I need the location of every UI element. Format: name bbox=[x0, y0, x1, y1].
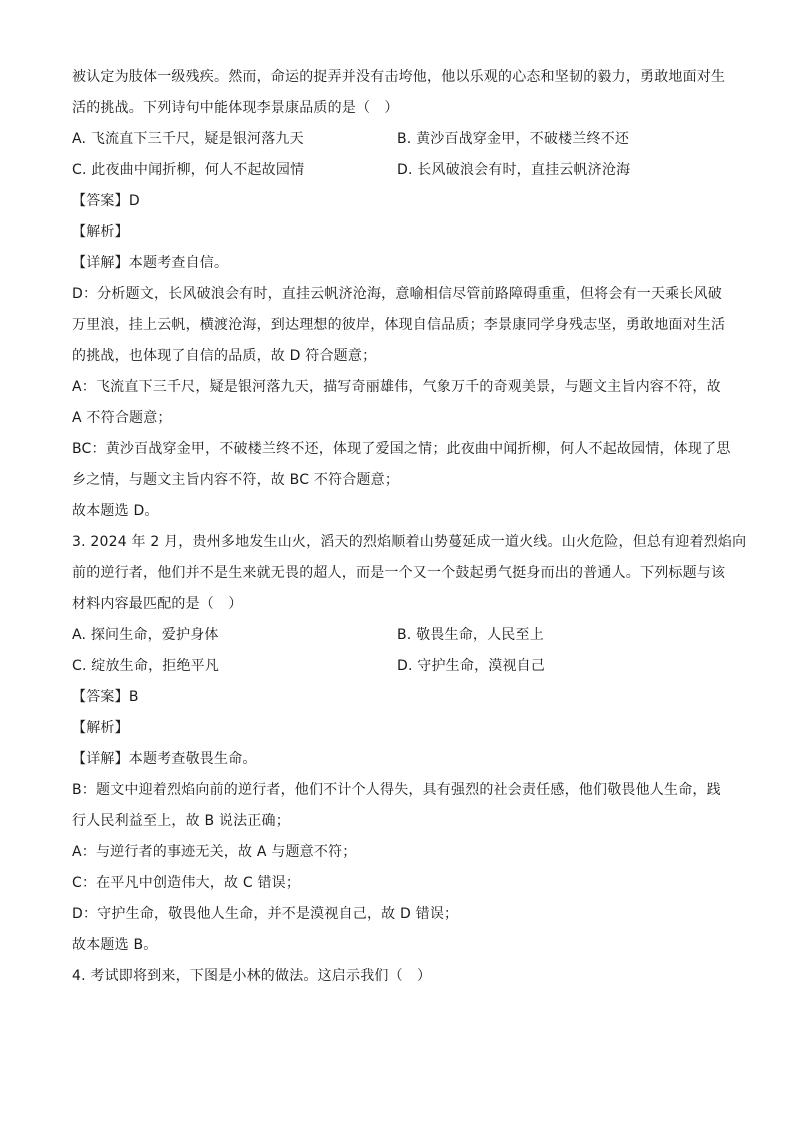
q3-answer-label: 【答案】 bbox=[72, 689, 129, 705]
q3-detail-line-2: B：题文中迎着烈焰向前的逆行者，他们不计个人得失，具有强烈的社会责任感，他们敬畏他人生命，践 bbox=[72, 782, 721, 798]
q3-option-a: A. 探问生命，爱护身体 bbox=[72, 627, 219, 643]
document-page bbox=[72, 62, 747, 992]
q3-stem-line-2: 前的逆行者，他们并不是生来就无畏的超人，而是一个又一个鼓起勇气挺身而出的普通人。下列标题与该 bbox=[72, 565, 726, 581]
q3-stem-line-1: 3. 2024 年 2 月，贵州多地发生山火，滔天的烈焰顺着山势蔓延成一道火线。山火危险，但总有迎着烈焰向 bbox=[72, 534, 747, 550]
q2-answer-label: 【答案】 bbox=[72, 193, 129, 209]
q2-options-row-2 bbox=[72, 155, 722, 186]
q3-detail-line-4: A：与逆行者的事迹无关，故 A 与题意不符； bbox=[72, 844, 357, 860]
q2-detail-line-1: 【详解】本题考查自信。 bbox=[72, 255, 229, 271]
q3-stem-line-3: 材料内容最匹配的是（ ） bbox=[72, 596, 243, 612]
q2-detail-line-7: BC：黄沙百战穿金甲，不破楼兰终不还，体现了爱国之情；此夜曲中闻折柳，何人不起故园情，体现了思 bbox=[72, 441, 731, 457]
q2-detail-line-5: A：飞流直下三千尺，疑是银河落九天，描写奇丽雄伟，气象万千的奇观美景，与题文主旨内容不符，故 bbox=[72, 379, 721, 395]
q3-option-b: B. 敬畏生命，人民至上 bbox=[397, 627, 544, 643]
q2-detail-line-3: 万里浪，挂上云帆，横渡沧海，到达理想的彼岸，体现自信品质；李景康同学身残志坚，勇敢地面对生活 bbox=[72, 317, 726, 333]
q2-option-c: C. 此夜曲中闻折柳，何人不起故园情 bbox=[72, 162, 305, 178]
q2-answer bbox=[72, 186, 722, 217]
q3-detail-line-5: C：在平凡中创造伟大，故 C 错误； bbox=[72, 875, 301, 891]
q2-option-d: D. 长风破浪会有时，直挂云帆济沧海 bbox=[397, 162, 631, 178]
q2-detail-line-8: 乡之情，与题文主旨内容不符，故 BC 不符合题意； bbox=[72, 472, 400, 488]
q2-stem-line-1: 被认定为肢体一级残疾。然而，命运的捉弄并没有击垮他，他以乐观的心态和坚韧的毅力，勇敢地面对生 bbox=[72, 69, 726, 85]
q3-detail-line-6: D：守护生命，敬畏他人生命，并不是漠视自己，故 D 错误； bbox=[72, 906, 459, 922]
q3-detail-line-7: 故本题选 B。 bbox=[72, 937, 158, 953]
q2-option-a: A. 飞流直下三千尺，疑是银河落九天 bbox=[72, 131, 304, 147]
q2-options-row-1 bbox=[72, 124, 722, 155]
q2-option-b: B. 黄沙百战穿金甲，不破楼兰终不还 bbox=[397, 131, 630, 147]
q4-stem-line-1: 4. 考试即将到来，下图是小林的做法。这启示我们（ ） bbox=[72, 968, 432, 984]
q2-detail-line-9: 故本题选 D。 bbox=[72, 503, 159, 519]
q3-detail-line-3: 行人民利益至上，故 B 说法正确； bbox=[72, 813, 290, 829]
q3-option-d: D. 守护生命，漠视自己 bbox=[397, 658, 546, 674]
q3-options-row-2 bbox=[72, 651, 722, 682]
q2-detail-line-6: A 不符合题意； bbox=[72, 410, 172, 426]
q2-stem-line-2: 活的挑战。下列诗句中能体现李景康品质的是（ ） bbox=[72, 100, 399, 116]
q3-options-row-1 bbox=[72, 620, 722, 651]
q3-detail-line-1: 【详解】本题考查敬畏生命。 bbox=[72, 751, 257, 767]
q2-detail-line-4: 的挑战，也体现了自信的品质，故 D 符合题意； bbox=[72, 348, 377, 364]
q3-answer-value: B bbox=[128, 689, 139, 705]
q3-answer bbox=[72, 682, 722, 713]
q3-analysis-label: 【解析】 bbox=[72, 720, 129, 736]
q2-answer-value: D bbox=[128, 193, 140, 209]
q2-detail-line-2: D：分析题文，长风破浪会有时，直挂云帆济沧海，意喻相信尽管前路障碍重重，但将会有一天乘长风破 bbox=[72, 286, 722, 302]
q3-option-c: C. 绽放生命，拒绝平凡 bbox=[72, 658, 220, 674]
q2-analysis-label: 【解析】 bbox=[72, 224, 129, 240]
